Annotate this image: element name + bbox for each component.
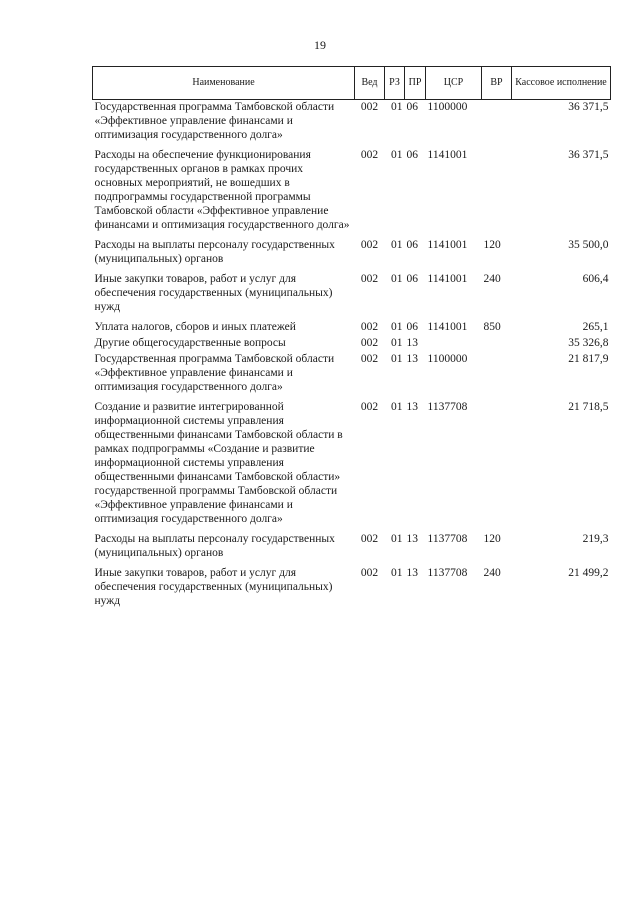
row-rz: 01	[391, 101, 403, 113]
row-vr	[482, 336, 512, 352]
row-pr: 06	[406, 101, 418, 113]
row-vr	[482, 100, 512, 149]
row-vr: 240	[483, 273, 501, 285]
row-ved: 002	[360, 353, 379, 365]
row-ved: 002	[360, 273, 379, 285]
row-vr: 850	[483, 321, 501, 333]
row-sum: 21 718,5	[568, 401, 609, 413]
row-csr: 1141001	[427, 321, 468, 333]
row-pr: 13	[406, 401, 418, 413]
row-name: Расходы на выплаты персоналу государственных (муниципальных) органов	[94, 533, 335, 559]
row-vr: 120	[483, 239, 501, 251]
table-row	[93, 238, 611, 272]
table-row	[93, 272, 611, 320]
row-ved: 002	[360, 337, 379, 349]
row-pr: 13	[406, 567, 418, 579]
row-csr: 1141001	[427, 239, 468, 251]
row-pr: 13	[406, 533, 418, 545]
row-vr	[482, 400, 512, 532]
row-ved: 002	[360, 321, 379, 333]
row-sum: 21 499,2	[568, 567, 609, 579]
row-csr: 1137708	[427, 401, 468, 413]
row-name: Уплата налогов, сборов и иных платежей	[94, 321, 296, 333]
table-row	[93, 148, 611, 238]
row-name: Другие общегосударственные вопросы	[94, 337, 286, 349]
row-ved: 002	[360, 149, 379, 161]
row-csr: 1141001	[427, 273, 468, 285]
row-rz: 01	[391, 337, 403, 349]
row-pr: 06	[406, 149, 418, 161]
row-rz: 01	[391, 239, 403, 251]
row-csr	[426, 336, 482, 352]
row-pr: 06	[406, 321, 418, 333]
table-row	[93, 100, 611, 149]
row-ved: 002	[360, 533, 379, 545]
row-ved: 002	[360, 567, 379, 579]
row-vr: 120	[483, 533, 501, 545]
row-csr: 1100000	[427, 353, 468, 365]
table-row	[93, 320, 611, 336]
row-pr: 06	[406, 273, 418, 285]
row-name: Государственная программа Тамбовской области «Эффективное управление финансами и оптимизация государственного долга»	[94, 101, 335, 141]
row-ved: 002	[360, 401, 379, 413]
row-rz: 01	[391, 149, 403, 161]
row-sum: 606,4	[582, 273, 609, 285]
row-rz: 01	[391, 353, 403, 365]
row-ved: 002	[360, 239, 379, 251]
row-rz: 01	[391, 321, 403, 333]
header-vr: ВР	[482, 67, 512, 100]
row-rz: 01	[391, 567, 403, 579]
header-sum: Кассовое исполнение	[512, 67, 611, 100]
row-name: Расходы на выплаты персоналу государственных (муниципальных) органов	[94, 239, 335, 265]
header-csr: ЦСР	[426, 67, 482, 100]
row-vr	[482, 352, 512, 400]
row-vr: 240	[483, 567, 501, 579]
header-pr: ПР	[405, 67, 426, 100]
table-row	[93, 352, 611, 400]
header-name: Наименование	[93, 67, 355, 100]
table-header-row	[93, 67, 611, 100]
header-ved: Вед	[355, 67, 385, 100]
row-vr	[482, 148, 512, 238]
row-sum: 36 371,5	[568, 101, 609, 113]
row-name: Создание и развитие интегрированной информационной системы управления общественными финансами Тамбовской области в рамках подпрограммы «Создание и развитие информационной системы управления общественными финансами Тамбовской области» государственной программы Тамбовской области «Эффективное управление финансами и оптимизация государственного долга»	[94, 401, 343, 525]
row-rz: 01	[391, 401, 403, 413]
row-sum: 35 326,8	[568, 337, 609, 349]
row-csr: 1100000	[427, 101, 468, 113]
row-sum: 35 500,0	[568, 239, 609, 251]
row-csr: 1141001	[427, 149, 468, 161]
row-pr: 13	[406, 337, 418, 349]
header-rz: РЗ	[385, 67, 405, 100]
row-name: Расходы на обеспечение функционирования государственных органов в рамках прочих основных мероприятий, не вошедших в подпрограммы государственной программы Тамбовской области «Эффективное управление финансами и оптимизация государственного долга»	[94, 149, 350, 231]
row-csr: 1137708	[427, 567, 468, 579]
row-rz: 01	[391, 273, 403, 285]
table-row	[93, 566, 611, 614]
row-name: Иные закупки товаров, работ и услуг для обеспечения государственных (муниципальных) нужд	[94, 567, 333, 607]
row-name: Иные закупки товаров, работ и услуг для обеспечения государственных (муниципальных) нужд	[94, 273, 333, 313]
table-row	[93, 532, 611, 566]
row-sum: 265,1	[582, 321, 609, 333]
row-sum: 21 817,9	[568, 353, 609, 365]
row-pr: 13	[406, 353, 418, 365]
row-rz: 01	[391, 533, 403, 545]
page-number: 19	[314, 38, 326, 52]
table-row	[93, 336, 611, 352]
row-sum: 36 371,5	[568, 149, 609, 161]
row-pr: 06	[406, 239, 418, 251]
row-name: Государственная программа Тамбовской области «Эффективное управление финансами и оптимизация государственного долга»	[94, 353, 335, 393]
row-ved: 002	[360, 101, 379, 113]
budget-execution-table	[92, 66, 611, 614]
row-csr: 1137708	[427, 533, 468, 545]
table-row	[93, 400, 611, 532]
row-sum: 219,3	[582, 533, 609, 545]
